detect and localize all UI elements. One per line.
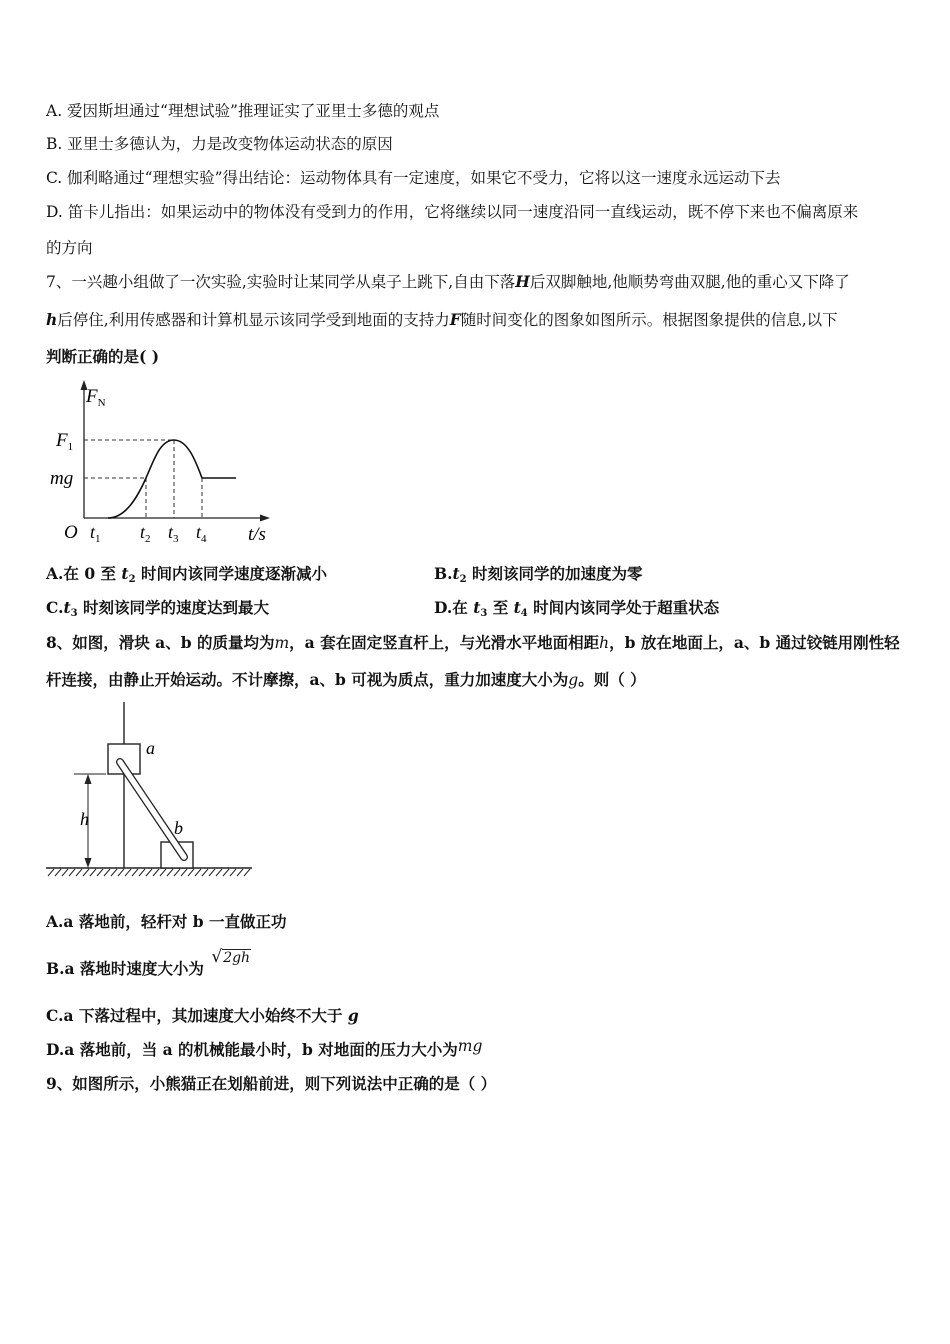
x-axis-label: t/s (248, 524, 266, 545)
sqrt-expression (211, 947, 251, 968)
q7-var-H: H (515, 272, 530, 291)
q7-option-c-sub: 3 (70, 608, 78, 619)
q7-option-c-var: t (63, 598, 71, 617)
q7-stem-text: 随时间变化的图象如图所示。根据图象提供的信息,以下 (460, 311, 838, 329)
q7-option-d-text: 时间内该同学处于超重状态 (527, 598, 720, 617)
q7-option-d-var: t (513, 598, 521, 617)
sqrt-radicand: 2gh (223, 950, 251, 966)
t1-label: $t_1$ (90, 522, 101, 545)
t4-label: $t_4$ (196, 522, 207, 545)
q6-option-d: D. 笛卡儿指出：如果运动中的物体没有受到力的作用，它将继续以同一速度沿同一直线运动，既不停下来也不偏离原来 (46, 203, 859, 221)
q7-option-a-text: 时间内该同学速度逐渐减小 (135, 564, 327, 583)
q7-option-c (46, 598, 269, 624)
q8-var-g: g (568, 671, 579, 689)
q7-option-d-sub: 3 (480, 608, 488, 619)
q7-option-c-text: C. (46, 598, 64, 617)
q7-option-b (434, 564, 643, 590)
q7-option-d-var: t (473, 598, 481, 617)
q7-stem-text: 后双脚触地,他顺势弯曲双腿,他的重心又下降了 (529, 273, 850, 291)
q7-force-time-graph (46, 378, 286, 550)
q8-stem-text: 。则（ ） (578, 670, 646, 689)
q8-option-b-text: B.a 落地时速度大小为 (46, 959, 204, 978)
q8-sliding-blocks-figure (44, 700, 256, 882)
q7-option-d-text: 至 (487, 598, 514, 617)
f1-label: $F_1$ (56, 430, 74, 453)
q8-option-d (46, 1037, 483, 1060)
q7-option-b-text: 时刻该同学的加速度为零 (466, 564, 643, 583)
x-axis-arrow (260, 515, 270, 522)
q6-option-c: C. 伽利略通过“理想实验”得出结论：运动物体具有一定速度，如果它不受力，它将以这一速度永远运动下去 (46, 169, 781, 187)
t2-label: $t_2$ (140, 522, 151, 545)
q6-option-d-cont: 的方向 (46, 239, 93, 257)
q8-option-b (46, 947, 251, 985)
q7-stem-line1 (46, 272, 850, 292)
t3-label: $t_3$ (168, 522, 179, 545)
q8-stem-text: 杆连接，由静止开始运动。不计摩擦，a、b 可视为质点，重力加速度大小为 (46, 670, 569, 689)
q7-option-b-var: t (452, 564, 460, 583)
q8-var-h: h (599, 634, 610, 652)
q8-stem-text: ，b 放在地面上，a、b 通过铰链用刚性轻 (609, 633, 900, 652)
q7-option-a (46, 564, 327, 590)
ground-hatching (48, 869, 250, 876)
q8-stem-line1 (46, 633, 900, 653)
q8-option-d-var: mg (457, 1037, 483, 1055)
q7-stem-line2 (46, 310, 838, 330)
y-axis-label: $F_N$ (86, 386, 106, 409)
q8-option-c-var: g (347, 1006, 359, 1025)
q8-option-c (46, 1006, 359, 1026)
height-arrow-up (85, 774, 92, 784)
q7-stem-line3: 判断正确的是( ) (46, 347, 160, 366)
q8-stem-line2 (46, 670, 646, 690)
sqrt-sign-icon: √ (211, 947, 223, 967)
q7-var-F: F (449, 310, 461, 329)
q8-option-a: A.a 落地前，轻杆对 b 一直做正功 (46, 912, 287, 931)
rigid-rod (120, 762, 184, 857)
force-curve (108, 440, 236, 518)
q8-var-m: m (274, 634, 290, 652)
mg-label: mg (50, 468, 74, 489)
q7-option-d-sub: 4 (520, 608, 528, 619)
q7-stem-text: 7、一兴趣小组做了一次实验,实验时让某同学从桌子上跳下,自由下落 (46, 273, 516, 291)
q7-var-h: h (46, 310, 58, 329)
q7-option-b-text: B. (434, 564, 453, 583)
label-h: h (80, 809, 89, 829)
q7-option-a-sub: 2 (128, 574, 136, 585)
q7-option-b-sub: 2 (459, 574, 467, 585)
q7-option-d (434, 598, 719, 624)
q8-option-c-text: C.a 下落过程中，其加速度大小始终不大于 (46, 1006, 348, 1025)
q6-option-a: A. 爱因斯坦通过“理想试验”推理证实了亚里士多德的观点 (46, 102, 440, 120)
q8-option-d-text: D.a 落地前，当 a 的机械能最小时，b 对地面的压力大小为 (46, 1040, 458, 1059)
label-a: a (146, 738, 155, 758)
q6-option-b: B. 亚里士多德认为，力是改变物体运动状态的原因 (46, 135, 393, 153)
height-arrow-down (85, 858, 92, 868)
origin-label: O (64, 522, 78, 543)
q7-option-a-text: A.在 0 至 (46, 564, 122, 583)
q8-stem-text: ，a 套在固定竖直杆上，与光滑水平地面相距 (289, 633, 600, 652)
q7-stem-text: 后停住,利用传感器和计算机显示该同学受到地面的支持力 (57, 311, 450, 329)
q7-option-c-text: 时刻该同学的速度达到最大 (77, 598, 270, 617)
label-b: b (174, 818, 183, 838)
q8-stem-text: 8、如图，滑块 a、b 的质量均为 (46, 633, 275, 652)
q7-option-a-var: t (121, 564, 129, 583)
q9-stem: 9、如图所示，小熊猫正在划船前进，则下列说法中正确的是（ ） (46, 1074, 497, 1093)
q7-option-d-text: D.在 (434, 598, 474, 617)
